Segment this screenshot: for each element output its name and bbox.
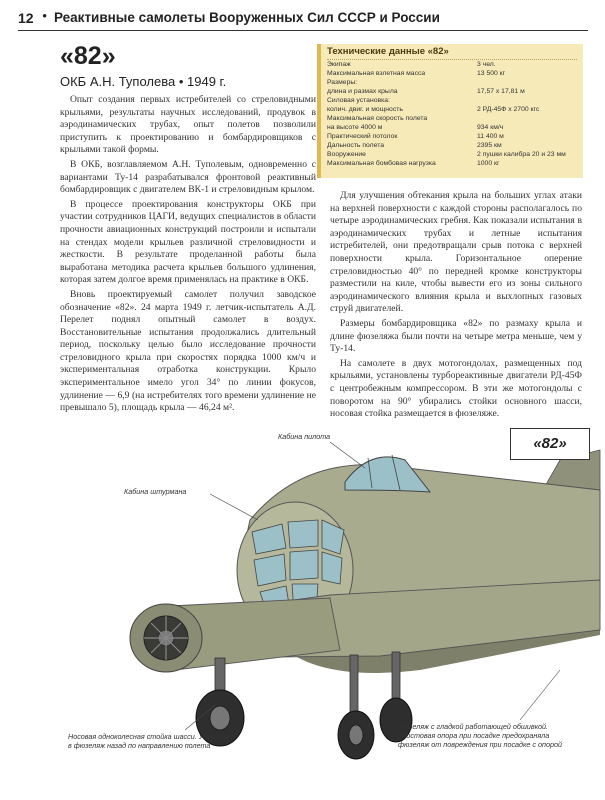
- paragraph: В ОКБ, возглавляемом А.Н. Туполевым, одновременно с вариантами Ту-14 разрабатывался фронтовой реактивный бомбардировщик с двигателем ВК-1 и стреловидным крылом.: [60, 158, 316, 196]
- spec-row: Вооружение 2 пушки калибра 20 и 23 мм: [327, 151, 566, 158]
- spec-table: [317, 44, 583, 178]
- caption-tail-support: Хвостовая опора при посадке предохраняла: [398, 731, 550, 740]
- spec-row: Максимальная бомбовая нагрузка 1000 кг: [327, 160, 500, 167]
- spec-row: Практический потолок 11 400 м: [327, 133, 504, 140]
- paragraph: В процессе проектирования конструкторы ОКБ при участии сотрудников ЦАГИ, ведущих специалистов в области прочности авиационных конструкций построили и испытали на стендах модели крыльев различной стреловидности и жесткости. В результате проделанной работы была выработана методика расчета крыльев большого удлинения, которая затем долгое время применялась на практике в ОКБ.: [60, 198, 316, 286]
- spec-row: Дальность полета 2395 км: [327, 142, 502, 149]
- page-number: 12: [18, 10, 34, 26]
- spec-row: на высоте 4000 м 934 км/ч: [327, 124, 504, 131]
- paragraph: Опыт создания первых истребителей со стреловидными крыльями, результаты научных исследований, продувок в аэродинамических трубах, опыт полетов позволили приступить к проектированию и бомбардировщиков с крыльями такой формы.: [60, 94, 316, 156]
- paragraph: Для улучшения обтекания крыла на больших углах атаки на верхней поверхности с каждой стороны располагалось по четыре аэродинамических гребня. Как показали испытания в аэродинамических трубах и летные испытания истребителей, они предотвращали срыв потока с верхней поверхности крыла. Горизонтальное оперение стреловидностью 40° по передней кромке конструкторы разместили на киле, чтобы вывести его из зоны сильного аэродинамического влияния крыла и выхлопных газовых струй двигателей.: [330, 190, 582, 315]
- aircraft-badge: «82»: [510, 428, 590, 460]
- running-title: Реактивные самолеты Вооруженных Сил СССР и России: [54, 10, 440, 25]
- header-bullet: •: [42, 9, 48, 25]
- caption-nose-gear: Носовая одноколесная стойка шасси. Убиралась: [68, 732, 235, 741]
- caption-fuselage: Фюзеляж с гладкой работающей обшивкой.: [398, 722, 549, 731]
- article-title: «82»: [60, 42, 116, 70]
- caption-nose-gear-2: в фюзеляж назад по направлению полета: [68, 741, 211, 750]
- caption-cockpit: Кабина пилота: [278, 432, 331, 441]
- spec-row: Силовая установка:: [327, 97, 390, 104]
- spec-table-title: Технические данные «82»: [327, 46, 449, 57]
- spec-row: Экипаж 3 чел.: [327, 61, 496, 68]
- spec-row: длина и размах крыла 17,57 х 17,81 м: [327, 88, 525, 95]
- spec-row: Максимальная взлетная масса 13 500 кг: [327, 70, 506, 77]
- paragraph: Размеры бомбардировщика «82» по размаху крыла и длине фюзеляжа были почти на четыре метра меньше, чем у Ту-14.: [330, 317, 582, 355]
- spec-row: Максимальная скорость полета: [327, 115, 428, 122]
- article-subtitle: ОКБ А.Н. Туполева • 1949 г.: [60, 74, 227, 89]
- spec-row: колич. двиг. и мощность 2 РД-45Ф х 2700 кгс: [327, 106, 540, 113]
- left-text-column: [60, 94, 316, 417]
- spec-row: Размеры:: [327, 79, 358, 86]
- page-header: [18, 8, 588, 31]
- paragraph: Вновь проектируемый самолет получил заводское обозначение «82». 24 марта 1949 г. летчик-испытатель А.Д. Перелет поднял опытный самолет в воздух. Восстановительные испытания продолжались длительный период, поскольку целью было исследование прочности стреловидного крыла при скоростях порядка 1000 км/ч и экспериментальная отработка конструкции. Крыло экспериментальное имело угол 34° по линии фокусов, удлинение — 6,9 (на истребителях того времени удлинение не превышало 5), площадь крыла — 46,24 м².: [60, 288, 316, 414]
- caption-tail-support-2: фюзеляж от повреждения при посадке с опорой: [398, 740, 562, 749]
- caption-navigator: Кабина штурмана: [124, 487, 187, 496]
- right-text-column: [330, 190, 582, 423]
- paragraph: На самолете в двух мотогондолах, размещенных под крыльями, установлены турбореактивные двигатели РД-45Ф с центробежным компрессором. В эти же мотогондолы с поворотом на 90° убирались стойки основного шасси, носовая стойка размещается в фюзеляже.: [330, 357, 582, 420]
